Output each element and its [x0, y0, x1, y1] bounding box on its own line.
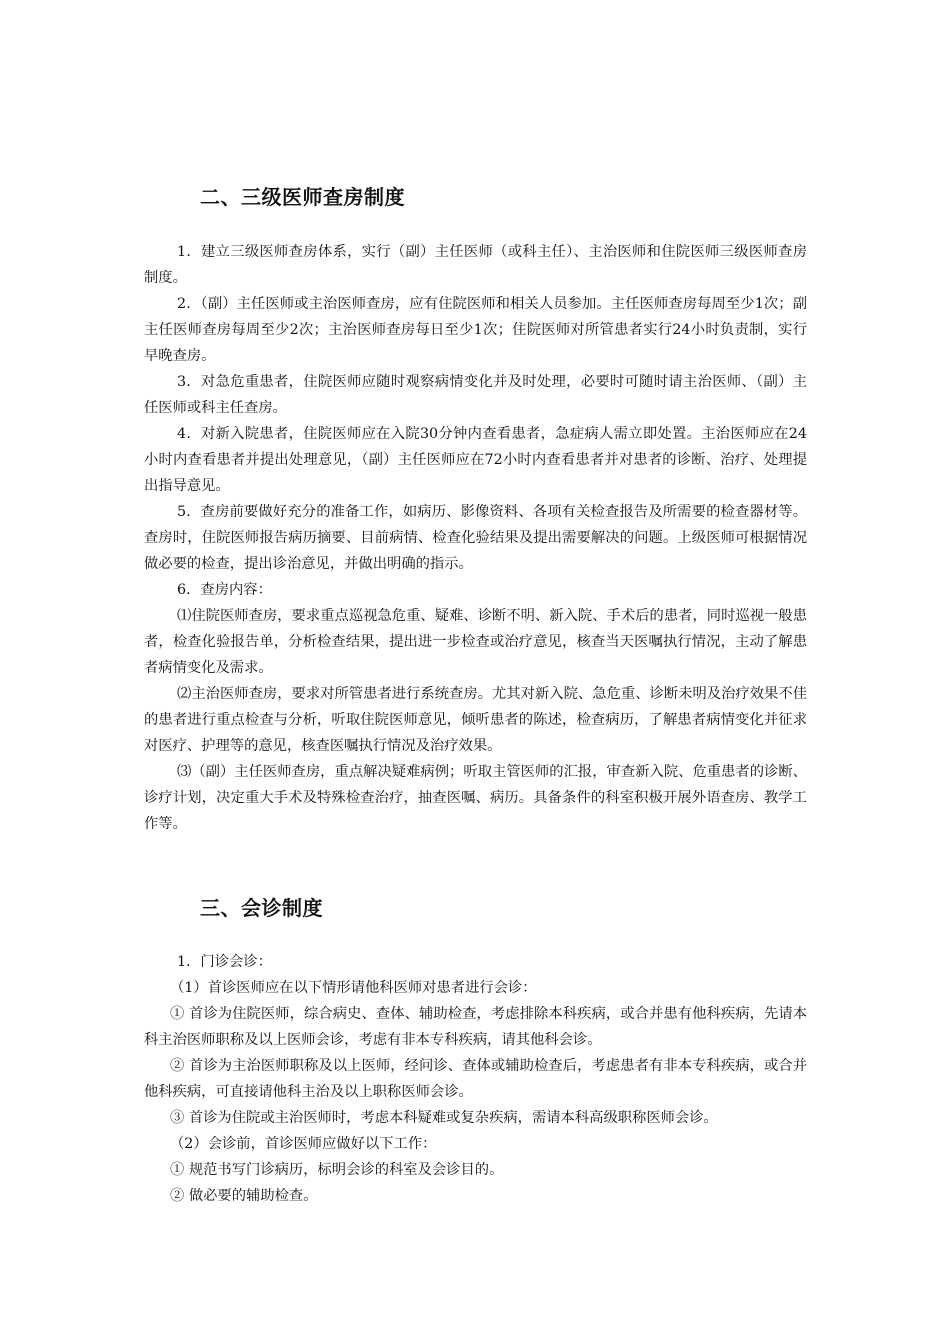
paragraph: ⑶（副）主任医师查房，重点解决疑难病例；听取主管医师的汇报，审查新入院、危重患者的诊断、诊疗计划，决定重大手术及特殊检查治疗，抽查医嘱、病历。具备条件的科室积极开展外语查房、教学工作等。 [144, 764, 807, 832]
paragraph: 2．（副）主任医师或主治医师查房，应有住院医师和相关人员参加。主任医师查房每周至少1次；副主任医师查房每周至少2次；主治医师查房每日至少1次；住院医师对所管患者实行24小时负责制，实行早晚查房。 [144, 296, 807, 364]
section-2-body [144, 239, 807, 837]
section-3-body [144, 949, 807, 1209]
paragraph: ② 首诊为主治医师职称及以上医师，经问诊、查体或辅助检查后，考虑患者有非本专科疾病，或合并他科疾病，可直接请他科主治及以上职称医师会诊。 [144, 1058, 807, 1100]
paragraph: 3．对急危重患者，住院医师应随时观察病情变化并及时处理，必要时可随时请主治医师、（副）主任医师或科主任查房。 [144, 374, 807, 416]
paragraph: 1．门诊会诊： [177, 954, 272, 970]
section-2-title: 二、三级医师查房制度 [200, 185, 405, 209]
paragraph: ⑵主治医师查房，要求对所管患者进行系统查房。尤其对新入院、急危重、诊断未明及治疗效果不佳的患者进行重点检查与分析，听取住院医师意见，倾听患者的陈述，检查病历，了解患者病情变化并征求对医疗、护理等的意见，核查医嘱执行情况及治疗效果。 [144, 686, 807, 754]
paragraph: 5．查房前要做好充分的准备工作，如病历、影像资料、各项有关检查报告及所需要的检查器材等。查房时，住院医师报告病历摘要、目前病情、检查化验结果及提出需要解决的问题。上级医师可根据情况做必要的检查，提出诊治意见，并做出明确的指示。 [144, 504, 807, 572]
paragraph: ① 规范书写门诊病历，标明会诊的科室及会诊目的。 [170, 1162, 504, 1178]
paragraph: 6．查房内容： [177, 582, 272, 598]
paragraph: ② 做必要的辅助检查。 [170, 1188, 318, 1204]
paragraph: 1．建立三级医师查房体系，实行（副）主任医师（或科主任）、主治医师和住院医师三级医师查房制度。 [144, 244, 807, 286]
paragraph: （2）会诊前，首诊医师应做好以下工作： [170, 1136, 437, 1152]
paragraph: （1）首诊医师应在以下情形请他科医师对患者进行会诊： [170, 980, 537, 996]
paragraph: ③ 首诊为住院或主治医师时，考虑本科疑难或复杂疾病，需请本科高级职称医师会诊。 [170, 1110, 718, 1126]
section-3-title: 三、会诊制度 [200, 896, 323, 920]
paragraph: ① 首诊为住院医师，综合病史、查体、辅助检查，考虑排除本科疾病，或合并患有他科疾病，先请本科主治医师职称及以上医师会诊，考虑有非本专科疾病，请其他科会诊。 [144, 1006, 807, 1048]
paragraph: 4．对新入院患者，住院医师应在入院30分钟内查看患者，急症病人需立即处置。主治医师应在24小时内查看患者并提出处理意见，（副）主任医师应在72小时内查看患者并对患者的诊断、治疗、处理提出指导意见。 [144, 426, 807, 494]
paragraph: ⑴住院医师查房，要求重点巡视急危重、疑难、诊断不明、新入院、手术后的患者，同时巡视一般患者，检查化验报告单，分析检查结果，提出进一步检查或治疗意见，核查当天医嘱执行情况，主动了解患者病情变化及需求。 [144, 608, 807, 676]
